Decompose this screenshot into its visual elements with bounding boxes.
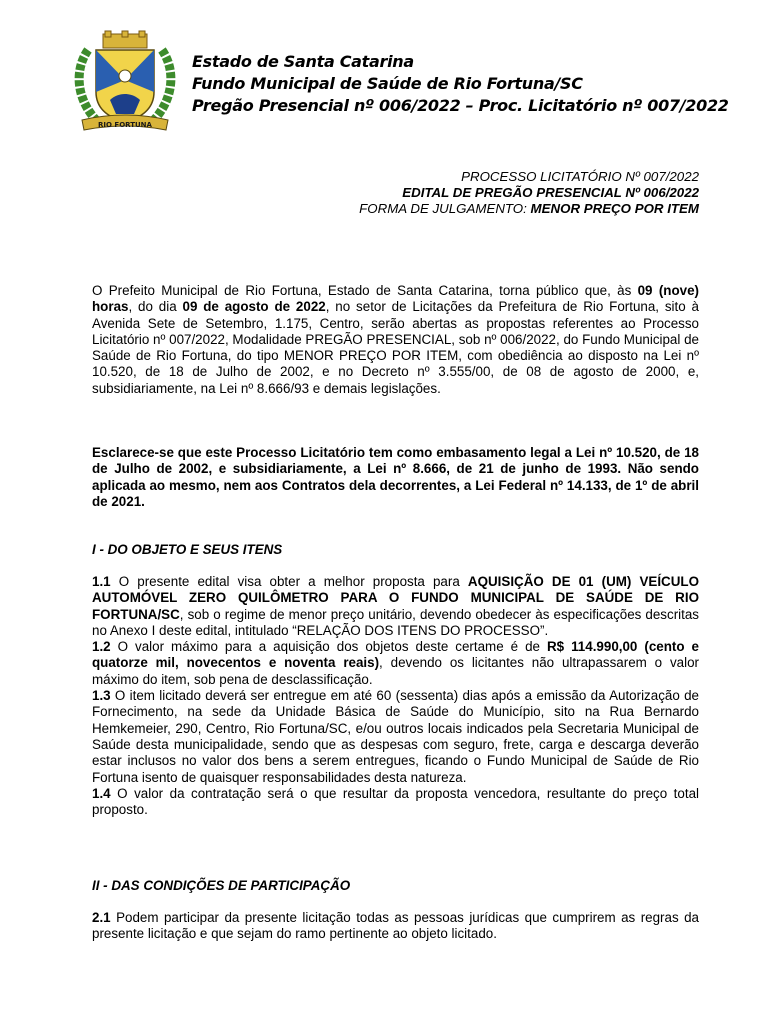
- edital-number: EDITAL DE PREGÃO PRESENCIAL Nº 006/2022: [402, 185, 699, 200]
- item-1-1: 1.1 O presente edital visa obter a melhor proposta para AQUISIÇÃO DE 01 (UM) VEÍCULO AUTOMÓVEL ZERO QUILÔMETRO PARA O FUNDO MUNICIPAL DE SAÚDE DE RIO FORTUNA/SC, sob o regime de menor preço unitário, devendo obedecer às especificações descritas no Anexo I deste edital, intitulado “RELAÇÃO DOS ITENS DO PROCESSO”.: [92, 574, 699, 638]
- legal-clarification: Esclarece-se que este Processo Licitatório tem como embasamento legal a Lei nº 10.520, de 18 de Julho de 2002, e subsidiariamente, a Lei nº 8.666, de 21 de junho de 1993. Não sendo aplicada ao mesmo, nem aos Contratos dela decorrentes, a Lei Federal nº 14.133, de 1º de abril de 2021.: [92, 445, 699, 509]
- letterhead: [192, 51, 729, 117]
- section-heading-participation: II - DAS CONDIÇÕES DE PARTICIPAÇÃO: [92, 878, 351, 893]
- process-number: PROCESSO LICITATÓRIO Nº 007/2022: [461, 169, 699, 184]
- letterhead-state: Estado de Santa Catarina: [192, 52, 414, 71]
- letterhead-fund: Fundo Municipal de Saúde de Rio Fortuna/SC: [192, 74, 583, 93]
- item-1-4: 1.4 O valor da contratação será o que resultar da proposta vencedora, resultante do preço total proposto.: [92, 785, 699, 818]
- section-object-items: [92, 574, 699, 818]
- item-1-3: 1.3 O item licitado deverá ser entregue em até 60 (sessenta) dias após a emissão da Autorização de Fornecimento, na sede da Unidade Básica de Saúde do Município, sito na Rua Bernardo Hemkemeier, 290, Centro, Rio Fortuna/SC, e/ou outros locais indicados pela Secretaria Municipal de Saúde desta municipalidade, sendo que as despesas com seguro, frete, carga e descarga deverão estar inclusos no valor dos bens a serem entregues, ficando o Fundo Municipal de Saúde de Rio Fortuna isento de quaisquer responsabilidades desta natureza.: [92, 688, 699, 785]
- section-heading-object: I - DO OBJETO E SEUS ITENS: [92, 542, 283, 557]
- item-2-1: 2.1 Podem participar da presente licitação todas as pessoas jurídicas que cumprirem as regras da presente licitação e que sejam do ramo pertinente ao objeto licitado.: [92, 910, 699, 942]
- letterhead-process: Pregão Presencial nº 006/2022 – Proc. Licitatório nº 007/2022: [192, 96, 729, 115]
- judgment-form: FORMA DE JULGAMENTO: MENOR PREÇO POR ITEM: [359, 201, 699, 216]
- item-1-2: 1.2 O valor máximo para a aquisição dos objetos deste certame é de R$ 114.990,00 (cento e quatorze mil, novecentos e noventa reais), devendo os licitantes não ultrapassarem o valor máximo do item, sob pena de desclassificação.: [92, 639, 699, 687]
- municipal-crest-logo: [70, 30, 180, 136]
- crest-banner-text: RIO FORTUNA: [98, 121, 152, 129]
- intro-paragraph: O Prefeito Municipal de Rio Fortuna, Estado de Santa Catarina, torna público que, às 09 (nove) horas, do dia 09 de agosto de 2022, no setor de Licitações da Prefeitura de Rio Fortuna, sito à Avenida Sete de Setembro, 1.175, Centro, serão abertas as propostas referentes ao Processo Licitatório nº 007/2022, Modalidade PREGÃO PRESENCIAL, sob nº 006/2022, do Fundo Municipal de Saúde de Rio Fortuna, do tipo MENOR PREÇO POR ITEM, com obediência ao disposto na Lei nº 10.520, de 18 de Julho de 2002, e no Decreto nº 3.555/00, de 08 de agosto de 2000, e, subsidiariamente, na Lei nº 8.666/93 e demais legislações.: [92, 283, 700, 396]
- document-title-block: [359, 169, 699, 217]
